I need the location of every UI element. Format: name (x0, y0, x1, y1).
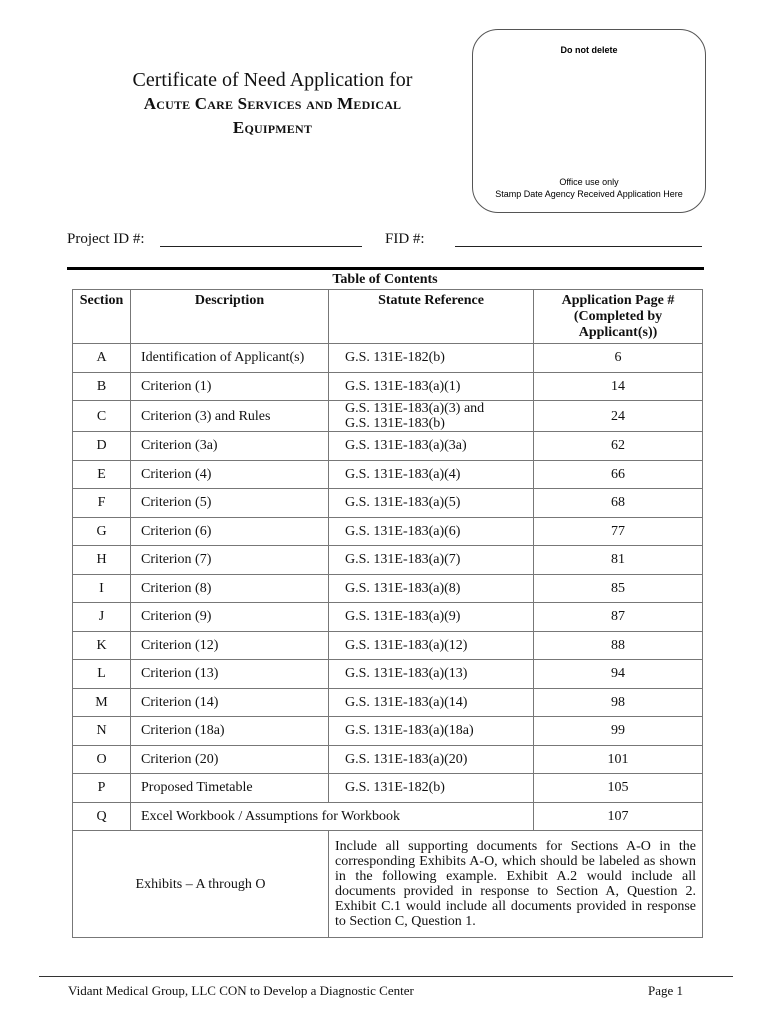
row-section: L (73, 660, 131, 689)
row-statute: G.S. 131E-182(b) (329, 774, 534, 803)
title-line-1: Certificate of Need Application for (132, 69, 413, 91)
row-page: 14 (534, 372, 703, 401)
exhibits-label: Exhibits – A through O (73, 831, 329, 938)
project-id-label: Project ID #: (67, 231, 145, 247)
table-row (73, 489, 703, 518)
row-section: K (73, 631, 131, 660)
toc-header-row (73, 290, 703, 344)
table-row (73, 546, 703, 575)
table-row (73, 517, 703, 546)
table-row (73, 717, 703, 746)
row-page: 6 (534, 344, 703, 373)
row-section: C (73, 401, 131, 432)
row-page: 105 (534, 774, 703, 803)
table-of-contents (72, 289, 703, 938)
row-page: 87 (534, 603, 703, 632)
row-statute: G.S. 131E-183(a)(3a) (329, 432, 534, 461)
row-description: Criterion (6) (131, 517, 329, 546)
row-description: Criterion (3a) (131, 432, 329, 461)
row-statute: G.S. 131E-183(a)(4) (329, 460, 534, 489)
row-page: 107 (534, 802, 703, 831)
office-stamp-box (472, 29, 706, 213)
row-description: Criterion (14) (131, 688, 329, 717)
row-page: 94 (534, 660, 703, 689)
row-statute: G.S. 131E-183(a)(5) (329, 489, 534, 518)
row-section: G (73, 517, 131, 546)
stamp-date-label: Stamp Date Agency Received Application Here (495, 189, 683, 199)
row-page: 62 (534, 432, 703, 461)
row-page: 88 (534, 631, 703, 660)
exhibits-instructions: Include all supporting documents for Sections A-O in the corresponding Exhibits A-O, which should be labeled as shown in the following example. Exhibit A.2 would include all documents provided in response to Section A, Question 2. Exhibit C.1 would include all documents provided in response to Section C, Question 1. (329, 831, 703, 938)
document-title (75, 68, 470, 140)
row-description: Criterion (7) (131, 546, 329, 575)
row-section: E (73, 460, 131, 489)
row-section: I (73, 574, 131, 603)
row-section: O (73, 745, 131, 774)
header-divider (67, 267, 704, 270)
row-description: Criterion (13) (131, 660, 329, 689)
row-page: 68 (534, 489, 703, 518)
row-section: B (73, 372, 131, 401)
fid-field[interactable] (455, 246, 702, 247)
row-page: 101 (534, 745, 703, 774)
row-statute: G.S. 131E-182(b) (329, 344, 534, 373)
row-section: N (73, 717, 131, 746)
row-description: Excel Workbook / Assumptions for Workbook (131, 802, 534, 831)
row-page: 98 (534, 688, 703, 717)
title-line-3: Equipment (232, 118, 313, 137)
footer-document-name: Vidant Medical Group, LLC CON to Develop a Diagnostic Center (68, 983, 414, 998)
row-statute: G.S. 131E-183(a)(13) (329, 660, 534, 689)
table-row (73, 574, 703, 603)
row-description: Identification of Applicant(s) (131, 344, 329, 373)
header-statute: Statute Reference (329, 290, 534, 344)
footer-page-number: Page 1 (647, 983, 683, 998)
table-row (73, 432, 703, 461)
title-line-2: Acute Care Services and Medical (143, 94, 402, 113)
table-row (73, 688, 703, 717)
row-statute: G.S. 131E-183(a)(3) and G.S. 131E-183(b) (329, 401, 534, 432)
row-statute: G.S. 131E-183(a)(12) (329, 631, 534, 660)
exhibits-row (73, 831, 703, 938)
row-section: P (73, 774, 131, 803)
row-statute: G.S. 131E-183(a)(1) (329, 372, 534, 401)
row-description: Criterion (3) and Rules (131, 401, 329, 432)
row-description: Criterion (12) (131, 631, 329, 660)
do-not-delete-note: Do not delete (560, 45, 618, 55)
row-statute: G.S. 131E-183(a)(7) (329, 546, 534, 575)
row-section: Q (73, 802, 131, 831)
row-statute: G.S. 131E-183(a)(8) (329, 574, 534, 603)
table-row (73, 460, 703, 489)
table-row (73, 631, 703, 660)
table-row (73, 344, 703, 373)
table-row (73, 603, 703, 632)
header-description: Description (131, 290, 329, 344)
fid-label: FID #: (385, 231, 425, 247)
row-description: Criterion (20) (131, 745, 329, 774)
row-statute: G.S. 131E-183(a)(6) (329, 517, 534, 546)
row-description: Criterion (5) (131, 489, 329, 518)
row-section: F (73, 489, 131, 518)
table-row (73, 774, 703, 803)
row-section: D (73, 432, 131, 461)
toc-title: Table of Contents (332, 272, 438, 287)
row-page: 77 (534, 517, 703, 546)
project-id-field[interactable] (160, 246, 362, 247)
row-description: Criterion (4) (131, 460, 329, 489)
row-statute: G.S. 131E-183(a)(14) (329, 688, 534, 717)
row-page: 81 (534, 546, 703, 575)
row-page: 66 (534, 460, 703, 489)
header-section: Section (73, 290, 131, 344)
header-page: Application Page # (Completed by Applicant(s)) (534, 290, 703, 344)
row-statute: G.S. 131E-183(a)(18a) (329, 717, 534, 746)
row-section: H (73, 546, 131, 575)
office-use-label: Office use only (559, 177, 619, 187)
table-row (73, 660, 703, 689)
row-page: 24 (534, 401, 703, 432)
row-page: 85 (534, 574, 703, 603)
row-page: 99 (534, 717, 703, 746)
row-description: Criterion (9) (131, 603, 329, 632)
workbook-row (73, 802, 703, 831)
row-section: M (73, 688, 131, 717)
row-description: Criterion (8) (131, 574, 329, 603)
row-section: A (73, 344, 131, 373)
footer-divider (39, 976, 733, 977)
table-row (73, 745, 703, 774)
row-statute: G.S. 131E-183(a)(9) (329, 603, 534, 632)
table-row (73, 401, 703, 432)
row-statute: G.S. 131E-183(a)(20) (329, 745, 534, 774)
row-section: J (73, 603, 131, 632)
row-description: Criterion (1) (131, 372, 329, 401)
row-description: Criterion (18a) (131, 717, 329, 746)
row-description: Proposed Timetable (131, 774, 329, 803)
table-row (73, 372, 703, 401)
